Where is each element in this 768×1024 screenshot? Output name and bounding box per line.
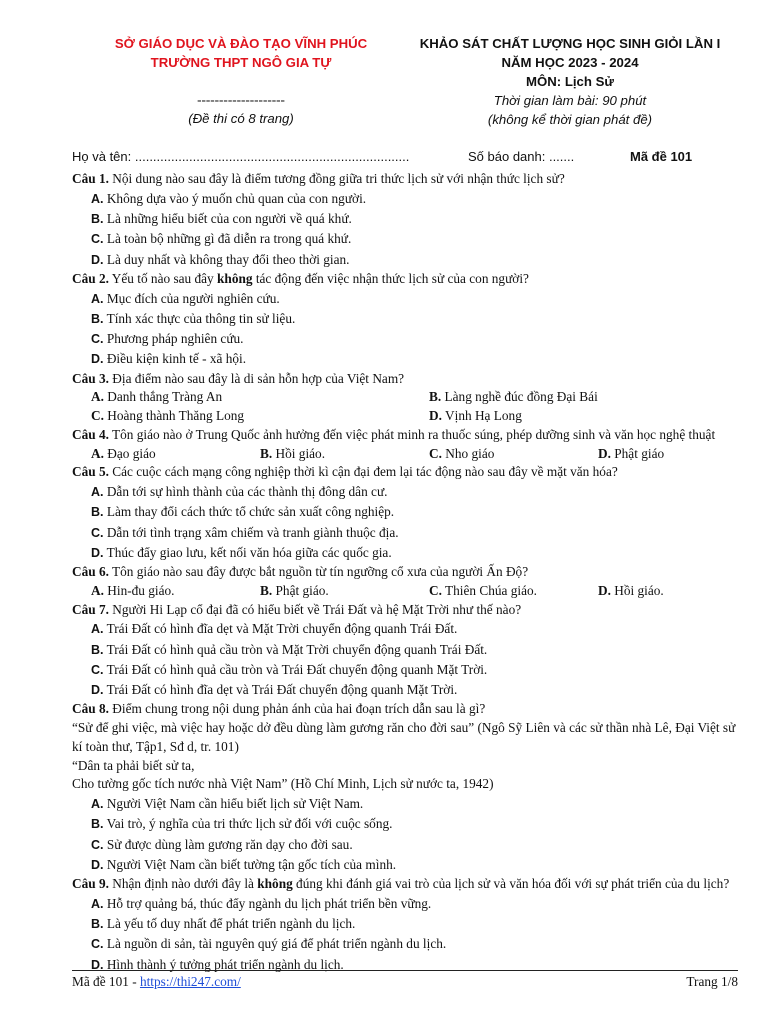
- quote-1: “Sử để ghi việc, mà việc hay hoặc dở đều dùng làm gương răn cho đời sau” (Ngô Sỹ Liên và các sử thần nhà Lê, Đại Việt sử kí toàn thư, Tập1, Sđ d, tr. 101): [72, 720, 736, 754]
- question-5: Câu 5. Các cuộc cách mạng công nghiệp thời kì cận đại đem lại tác động nào sau đây về mặt văn hóa?: [72, 464, 618, 480]
- questions: [72, 170, 738, 975]
- question-4: Câu 4. Tôn giáo nào ở Trung Quốc ảnh hưởng đến việc phát minh ra thuốc súng, phép dưỡng sinh và văn học nghệ thuật: [72, 426, 716, 442]
- option-1c: C. Là toàn bộ những gì đã diễn ra trong quá khứ.: [91, 231, 352, 247]
- option-6b: B. Phật giáo.: [260, 582, 329, 598]
- option-3d: D. Vịnh Hạ Long: [429, 408, 522, 424]
- options-6: [72, 582, 738, 601]
- option-5a: A. Dẫn tới sự hình thành của các thành thị đông dân cư.: [91, 484, 388, 499]
- option-4b: B. Hồi giáo.: [260, 445, 326, 461]
- option-6c: C. Thiên Chúa giáo.: [429, 582, 537, 598]
- question-3: Câu 3. Địa điểm nào sau đây là di sản hỗn hợp của Việt Nam?: [72, 370, 405, 386]
- department-name: SỞ GIÁO DỤC VÀ ĐÀO TẠO VĨNH PHÚC: [114, 36, 368, 51]
- question-8: Câu 8. Điểm chung trong nội dung phản ánh của hai đoạn trích dẫn sau là gì?: [72, 701, 486, 717]
- option-8c: C. Sử được dùng làm gương răn dạy cho đời sau.: [91, 836, 353, 852]
- pages-note: (Đề thi có 8 trang): [188, 111, 294, 126]
- page-number: Trang 1/8: [686, 974, 738, 989]
- question-7: Câu 7. Người Hi Lạp cổ đại đã có hiểu biết về Trái Đất và hệ Mặt Trời như thế nào?: [72, 601, 522, 617]
- option-1d: D. Là duy nhất và không thay đổi theo thời gian.: [91, 251, 350, 267]
- option-4a: A. Đạo giáo: [91, 445, 156, 461]
- candidate-number-field: Số báo danh: .......: [468, 149, 575, 164]
- option-2d: D. Điều kiện kinh tế - xã hội.: [91, 351, 247, 367]
- option-6d: D. Hồi giáo.: [598, 582, 664, 598]
- option-2a: A. Mục đích của người nghiên cứu.: [91, 290, 280, 306]
- options-3cd: [72, 407, 738, 426]
- option-6a: A. Hin-đu giáo.: [91, 582, 175, 598]
- time-limit: Thời gian làm bài: 90 phút: [493, 93, 647, 108]
- option-1b: B. Là những hiểu biết của con người về quá khứ.: [91, 211, 352, 226]
- subject: MÔN: Lịch Sử: [526, 74, 614, 89]
- option-4d: D. Phật giáo: [598, 445, 665, 461]
- time-note: (không kể thời gian phát đề): [487, 112, 653, 127]
- footer-link[interactable]: https://thi247.com/: [139, 974, 241, 989]
- option-8b: B. Vai trò, ý nghĩa của tri thức lịch sử đối với cuộc sống.: [91, 816, 393, 832]
- option-5d: D. Thúc đẩy giao lưu, kết nối văn hóa giữa các quốc gia.: [91, 544, 392, 560]
- footer-exam-code: Mã đề 101 -: [72, 974, 140, 989]
- header-right: [400, 34, 740, 129]
- exam-title: KHẢO SÁT CHẤT LƯỢNG HỌC SINH GIỎI LẦN I: [419, 36, 721, 51]
- option-9c: C. Là nguồn di sản, tài nguyên quý giá để phát triển ngành du lịch.: [91, 936, 447, 952]
- option-9d: D. Hình thành ý tưởng phát triển ngành du lịch.: [91, 956, 344, 972]
- option-7c: C. Trái Đất có hình quả cầu tròn và Trái Đất chuyển động quanh Mặt Trời.: [91, 661, 488, 677]
- option-5b: B. Làm thay đổi cách thức tổ chức sản xuất công nghiệp.: [91, 504, 395, 520]
- option-1a: A. Không dựa vào ý muốn chủ quan của con người.: [91, 190, 367, 206]
- option-9a: A. Hỗ trợ quảng bá, thúc đẩy ngành du lịch phát triển bền vững.: [91, 895, 432, 911]
- question-1: Câu 1. Nội dung nào sau đây là điểm tương đồng giữa tri thức lịch sử với nhận thức lịch sử?: [72, 171, 565, 186]
- quote-2-line-1: “Dân ta phải biết sử ta,: [72, 757, 195, 773]
- option-2b: B. Tính xác thực của thông tin sử liệu.: [91, 310, 296, 326]
- school-year: NĂM HỌC 2023 - 2024: [501, 55, 639, 70]
- name-field: Họ và tên: ............................................................................: [72, 149, 410, 164]
- separator-dashes: --------------------: [197, 92, 285, 107]
- page-footer: [72, 970, 738, 990]
- option-8a: A. Người Việt Nam cần hiểu biết lịch sử Việt Nam.: [91, 796, 364, 811]
- header-left: [96, 34, 386, 128]
- option-2c: C. Phương pháp nghiên cứu.: [91, 331, 244, 347]
- option-3a: A. Danh thắng Tràng An: [91, 389, 223, 405]
- option-7b: B. Trái Đất có hình quả cầu tròn và Mặt Trời chuyển động quanh Trái Đất.: [91, 641, 488, 657]
- quote-2-line-2: Cho tường gốc tích nước nhà Việt Nam” (Hồ Chí Minh, Lịch sử nước ta, 1942): [72, 776, 494, 792]
- options-3ab: [72, 388, 738, 407]
- option-9b: B. Là yếu tố duy nhất để phát triển ngành du lịch.: [91, 916, 356, 932]
- option-7d: D. Trái Đất có hình đĩa dẹt và Trái Đất chuyển động quanh Mặt Trời.: [91, 682, 458, 698]
- question-2: Câu 2. Yếu tố nào sau đây không tác động đến việc nhận thức lịch sử của con người?: [72, 270, 529, 286]
- option-4c: C. Nho giáo: [429, 445, 495, 461]
- question-9: Câu 9. Nhận định nào dưới đây là không đúng khi đánh giá vai trò của lịch sử và văn hóa đối với sự phát triển của du lịch?: [72, 876, 730, 892]
- option-3c: C. Hoàng thành Thăng Long: [91, 408, 245, 424]
- options-4: [72, 445, 738, 464]
- option-5c: C. Dẫn tới tình trạng xâm chiếm và tranh giành thuộc địa.: [91, 524, 399, 540]
- school-name: TRƯỜNG THPT NGÔ GIA TỰ: [150, 55, 332, 70]
- option-3b: B. Làng nghề đúc đồng Đại Bái: [429, 389, 598, 405]
- option-8d: D. Người Việt Nam cần biết tường tận gốc tích của mình.: [91, 856, 397, 872]
- exam-code: Mã đề 101: [630, 149, 693, 164]
- question-6: Câu 6. Tôn giáo nào sau đây được bắt nguồn từ tín ngưỡng cổ xưa của người Ấn Độ?: [72, 564, 529, 580]
- option-7a: A. Trái Đất có hình đĩa dẹt và Mặt Trời chuyển động quanh Trái Đất.: [91, 621, 458, 637]
